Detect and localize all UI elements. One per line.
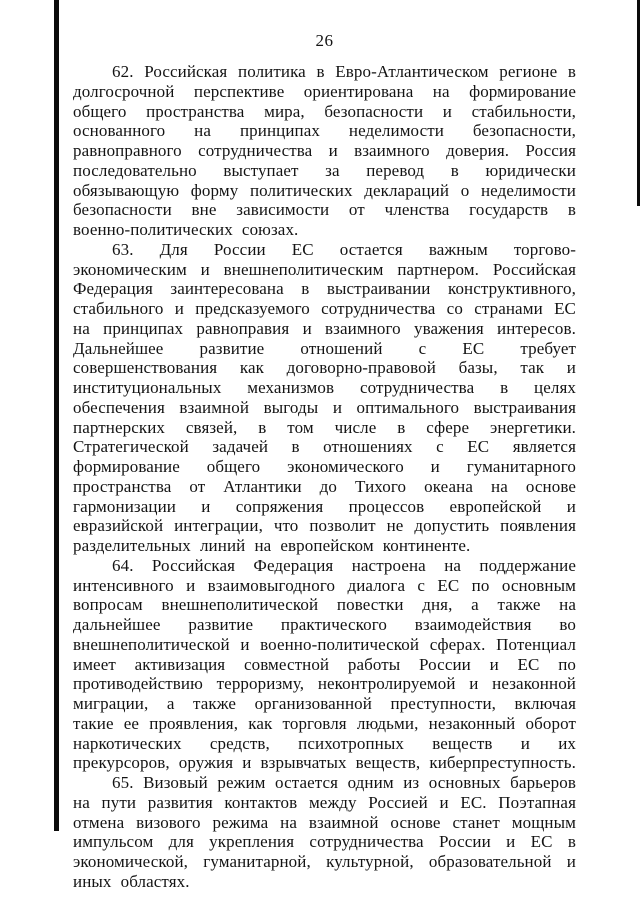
paragraph-64: 64. Российская Федерация настроена на поддержание интенсивного и взаимовыгодного диалога с ЕС по основным вопросам внешнеполитической повестки дня, а также на дальнейшее развитие практического взаимодействия во внешнеполитической и военно-политической сферах. Потенциал имеет активизация совместной работы России и ЕС по противодействию терроризму, неконтролируемой и незаконной миграции, а также организованной преступности, включая такие ее проявления, как торговля людьми, незаконный оборот наркотических средств, психотропных веществ и их прекурсоров, оружия и взрывчатых веществ, киберпреступность. (73, 555, 576, 773)
page-number: 26 (315, 31, 334, 50)
paragraph-65: 65. Визовый режим остается одним из основных барьеров на пути развития контактов между Россией и ЕС. Поэтапная отмена визового режима на взаимной основе станет мощным импульсом для укрепления сотрудничества России и ЕС в экономической, гуманитарной, культурной, образовательной и иных областях. (73, 773, 576, 891)
document-body (73, 62, 576, 892)
paragraph-62: 62. Российская политика в Евро-Атлантическом регионе в долгосрочной перспективе ориентирована на формирование общего пространства мира, безопасности и стабильности, основанного на принципах неделимости безопасности, равноправного сотрудничества и взаимного доверия. Россия последовательно выступает за перевод в юридически обязывающую форму политических деклараций о неделимости безопасности вне зависимости от членства государств в военно-политических союзах. (73, 62, 576, 239)
paragraph-63: 63. Для России ЕС остается важным торгово-экономическим и внешнеполитическим партнером. Российская Федерация заинтересована в выстраивании конструктивного, стабильного и предсказуемого сотрудничества со странами ЕС на принципах равноправия и взаимного уважения интересов. Дальнейшее развитие отношений с ЕС требует совершенствования как договорно-правовой базы, так и институциональных механизмов сотрудничества в целях обеспечения взаимной выгоды и оптимального выстраивания партнерских связей, в том числе в сфере энергетики. Стратегической задачей в отношениях с ЕС является формирование общего экономического и гуманитарного пространства от Атлантики до Тихого океана на основе гармонизации и сопряжения процессов европейской и евразийской интеграции, что позволит не допустить появления разделительных линий на европейском континенте. (73, 239, 576, 555)
scan-artifact-left-line (54, 0, 59, 831)
